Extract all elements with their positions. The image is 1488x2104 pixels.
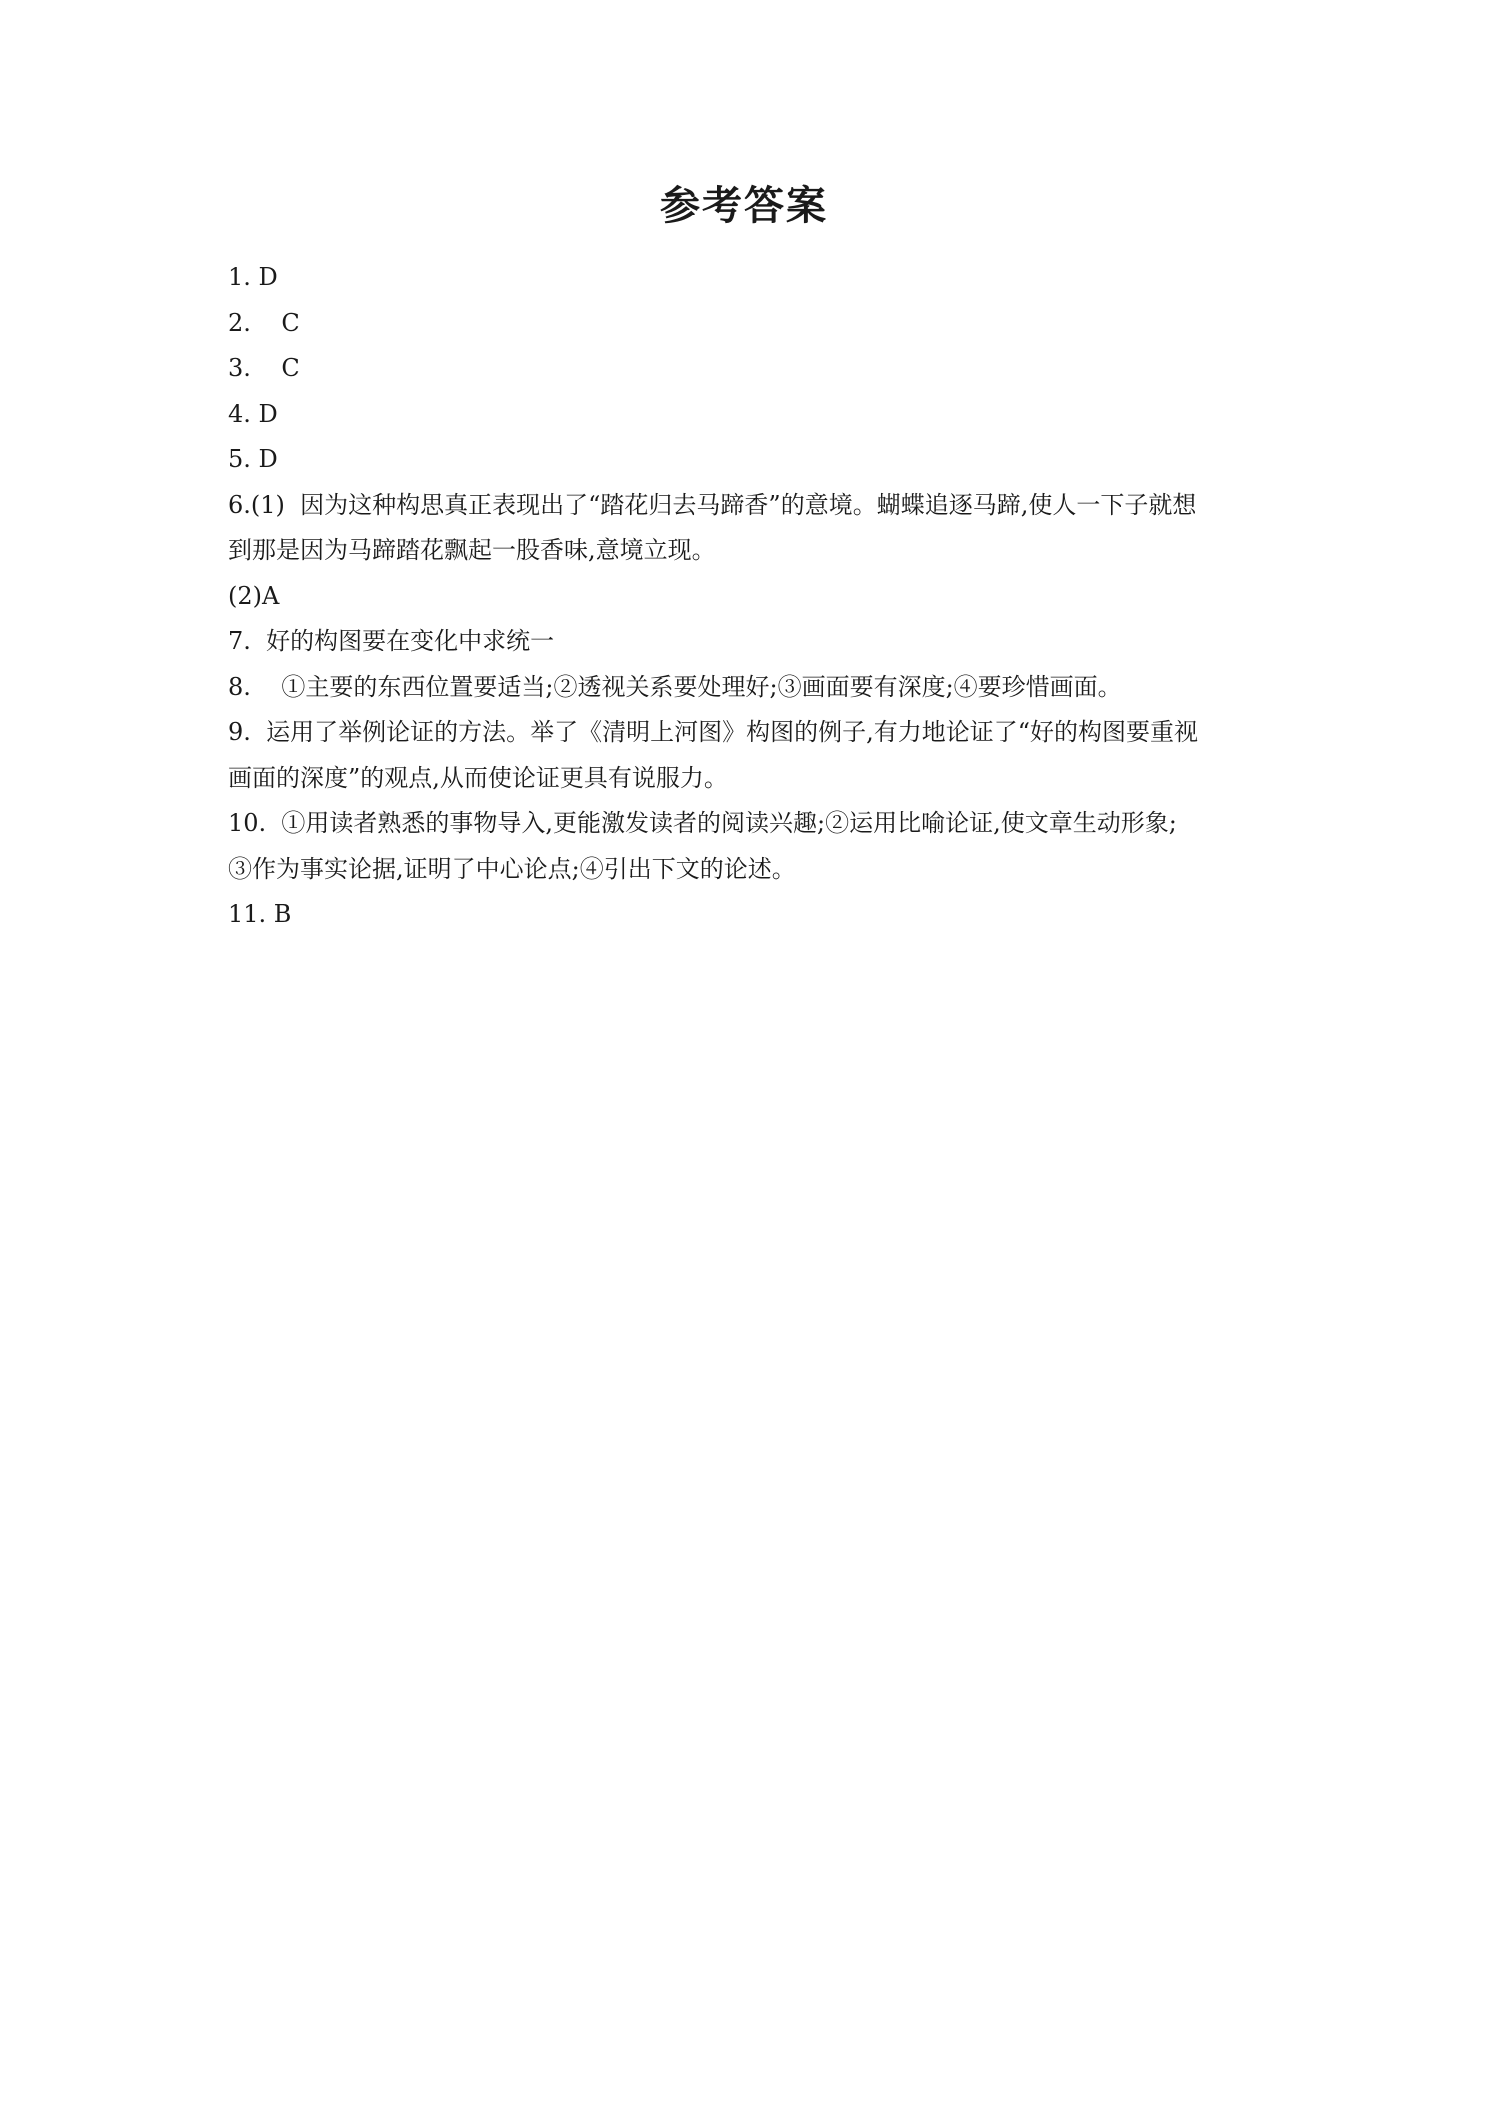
- answer-line-7: 7. 好的构图要在变化中求统一: [228, 627, 555, 655]
- answer-line-6-part1: 6.(1) 因为这种构思真正表现出了“踏花归去马蹄香”的意境。蝴蝶追逐马蹄,使人一下子就想: [228, 490, 1197, 519]
- answer-line-9-cont: 画面的深度”的观点,从而使论证更具有说服力。: [228, 763, 728, 792]
- answer-line-1: 1. D: [228, 263, 278, 291]
- answer-line-9: 9. 运用了举例论证的方法。举了《清明上河图》构图的例子,有力地论证了“好的构图要重视: [228, 718, 1199, 746]
- answer-line-5: 5. D: [228, 445, 278, 473]
- page-title: 参考答案: [660, 183, 828, 229]
- answer-line-6-part1-cont: 到那是因为马蹄踏花飘起一股香味,意境立现。: [228, 536, 716, 564]
- answer-line-4: 4. D: [228, 399, 278, 428]
- answer-line-10: 10. ①用读者熟悉的事物导入,更能激发读者的阅读兴趣;②运用比喻论证,使文章生动形象;: [228, 809, 1177, 837]
- answer-line-2: 2. C: [228, 308, 300, 337]
- answer-line-3: 3. C: [228, 354, 300, 382]
- answer-list: [228, 255, 1268, 938]
- answer-line-10-cont: ③作为事实论据,证明了中心论点;④引出下文的论述。: [228, 854, 796, 883]
- answer-line-6-part2: (2)A: [228, 581, 280, 610]
- answer-line-8: 8. ①主要的东西位置要适当;②透视关系要处理好;③画面要有深度;④要珍惜画面。: [228, 672, 1122, 701]
- answer-line-11: 11. B: [228, 900, 292, 928]
